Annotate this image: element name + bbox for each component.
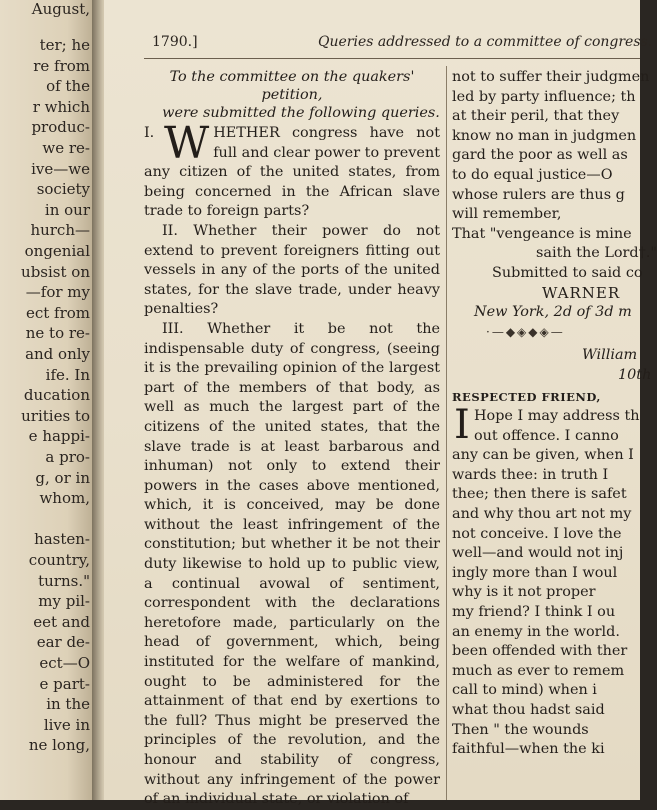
letter-line: my friend? I think I ou — [452, 604, 616, 621]
right-line: will remember, — [452, 206, 562, 223]
letter-line: Then " the wounds — [452, 721, 589, 738]
left-page-line: r which — [32, 97, 90, 116]
query-3: III. Whether it be not the indispensable duty of congress, (seeing it is the prevailing opinion of the largest part of the members of that body, as well as much the largest part of the citizens of the united states, that the slave trade is at least barbarous and inhuman) not only to extend their powers in the cases above mentioned, which, it is conceived, may be done without the least infringement of the constitution; but whether it be not their duty likewise to hold up to public view, a continual avowal of sentiment, correspondent with the declarations heretofore made, particularly on the head of government, which, being instituted for the welfare of mankind, ought to be administered for the attainment of that end by exertions to the full? Thus might be preserved the principles of the revolution, and the honour and stability of congress, without any infringement of the power of an individual state, or violation of — [144, 320, 440, 808]
letter-line: an enemy in the world. — [452, 623, 620, 640]
left-page-line: ne long, — [28, 736, 90, 755]
right-column — [452, 68, 657, 760]
left-page-line: turns." — [38, 571, 90, 590]
right-line: saith the Lord†." — [536, 245, 657, 262]
right-line: at their peril, that they — [452, 108, 620, 125]
query-2: II. Whether their power do not extend to prevent foreigners fitting out vessels in any of the ports of the united states, for the slave trade, under heavy penalties? — [144, 222, 440, 318]
query-1-text: HETHER congress have not full and clear power to prevent any citizen of the united states, from being concerned in the African slave trade to foreign parts? — [144, 125, 440, 220]
letter-line: been offended with ther — [452, 643, 628, 660]
left-page-line: ter; he — [39, 36, 90, 54]
salutation: RESPECTED FRIEND, — [452, 389, 601, 404]
left-page-line: of the — [46, 77, 90, 96]
right-line: That "vengeance is mine — [452, 225, 632, 242]
left-page-line: in the — [46, 695, 90, 714]
letter-line: not conceive. I love the — [452, 525, 622, 542]
query-1 — [144, 118, 440, 222]
signature-name: WARNER — [542, 283, 621, 302]
left-page-line: we re- — [42, 139, 90, 157]
left-page-line: ect from — [25, 303, 90, 322]
letter-line: out offence. I canno — [474, 427, 619, 444]
dateline: New York, 2d of 3d m — [474, 304, 632, 321]
intro-line-2: were submitted the following queries. — [162, 105, 440, 121]
right-line: not to suffer their judgmen — [452, 69, 650, 85]
letter-line: Hope I may address th — [474, 408, 640, 425]
left-page-line: ubsist on — [21, 262, 90, 281]
left-page-line: and only — [25, 345, 90, 363]
left-page-line: ect—O — [39, 654, 90, 672]
header-rule — [144, 58, 640, 59]
right-line: know no man in judgmen — [452, 127, 637, 144]
right-page — [104, 0, 657, 808]
left-page-line: a pro- — [45, 448, 90, 466]
right-line: gard the poor as well as — [452, 147, 628, 164]
letter-line: thee; then there is safet — [452, 486, 627, 503]
left-page-line: hasten- — [34, 530, 90, 549]
left-page-fragment — [0, 0, 96, 800]
letter-line: much as ever to remem — [452, 662, 625, 679]
addressee: William — [582, 347, 638, 364]
intro-heading — [144, 68, 440, 122]
left-page-line: ducation — [23, 386, 90, 405]
letter-line: well—and would not inj — [452, 545, 624, 562]
left-page-line: ongenial — [24, 242, 90, 260]
left-page-top-fragment: August, — [31, 0, 90, 18]
letter-line: wards thee: in truth I — [452, 466, 609, 483]
left-page-line: whom, — [39, 489, 90, 508]
left-page-line: society — [36, 180, 90, 199]
left-page-line: urities to — [21, 406, 90, 425]
page-number: 1790.] — [152, 34, 198, 50]
left-page-line: ear de- — [36, 633, 90, 652]
letter-line: any can be given, when I — [452, 447, 634, 464]
left-page-line: —for my — [25, 283, 90, 302]
query-1-dropcap: W — [164, 118, 210, 169]
left-page-line: country, — [28, 551, 90, 569]
left-page-line: hurch— — [30, 221, 90, 240]
right-line: led by party influence; th — [452, 88, 636, 105]
intro-line-1: To the committee on the quakers' petition, — [169, 69, 415, 103]
main-column — [144, 68, 440, 810]
letter-line: ingly more than I woul — [452, 564, 618, 581]
left-page-line: e part- — [39, 674, 90, 693]
left-page-line: re from — [33, 56, 90, 75]
addressee-date: 10th — [618, 366, 652, 383]
left-page-line: ne to re- — [25, 324, 90, 343]
right-line: whose rulers are thus g — [452, 186, 625, 203]
running-head: Queries addressed to a committee of congress. — [318, 34, 653, 50]
left-page-line: ive—we — [31, 159, 90, 178]
letter-line: what thou hadst said — [452, 702, 605, 718]
left-page-line: my pil- — [38, 592, 90, 611]
letter-body — [452, 402, 652, 760]
left-page-line: produc- — [31, 118, 90, 137]
right-line: to do equal justice—O — [452, 166, 613, 183]
left-page-line: live in — [43, 715, 90, 734]
letter-line: why is it not proper — [452, 584, 596, 601]
ornament-divider: ·—◆◈◆◈— — [486, 324, 565, 339]
right-line: Submitted to said co — [492, 264, 643, 281]
letter-dropcap: I — [454, 402, 470, 449]
query-1-numeral: I. — [144, 125, 155, 141]
left-page-line: ife. In — [45, 365, 90, 384]
letter-line: and why thou art not my — [452, 506, 632, 523]
left-page-line: in our — [44, 200, 90, 219]
column-divider — [446, 66, 447, 800]
left-page-line: g, or in — [35, 468, 90, 487]
left-page-line: eet and — [33, 612, 90, 631]
left-page-line: e happi- — [28, 427, 90, 446]
letter-line: faithful—when the ki — [452, 741, 605, 758]
letter-line: call to mind) when i — [452, 682, 597, 699]
page-header — [152, 34, 653, 56]
